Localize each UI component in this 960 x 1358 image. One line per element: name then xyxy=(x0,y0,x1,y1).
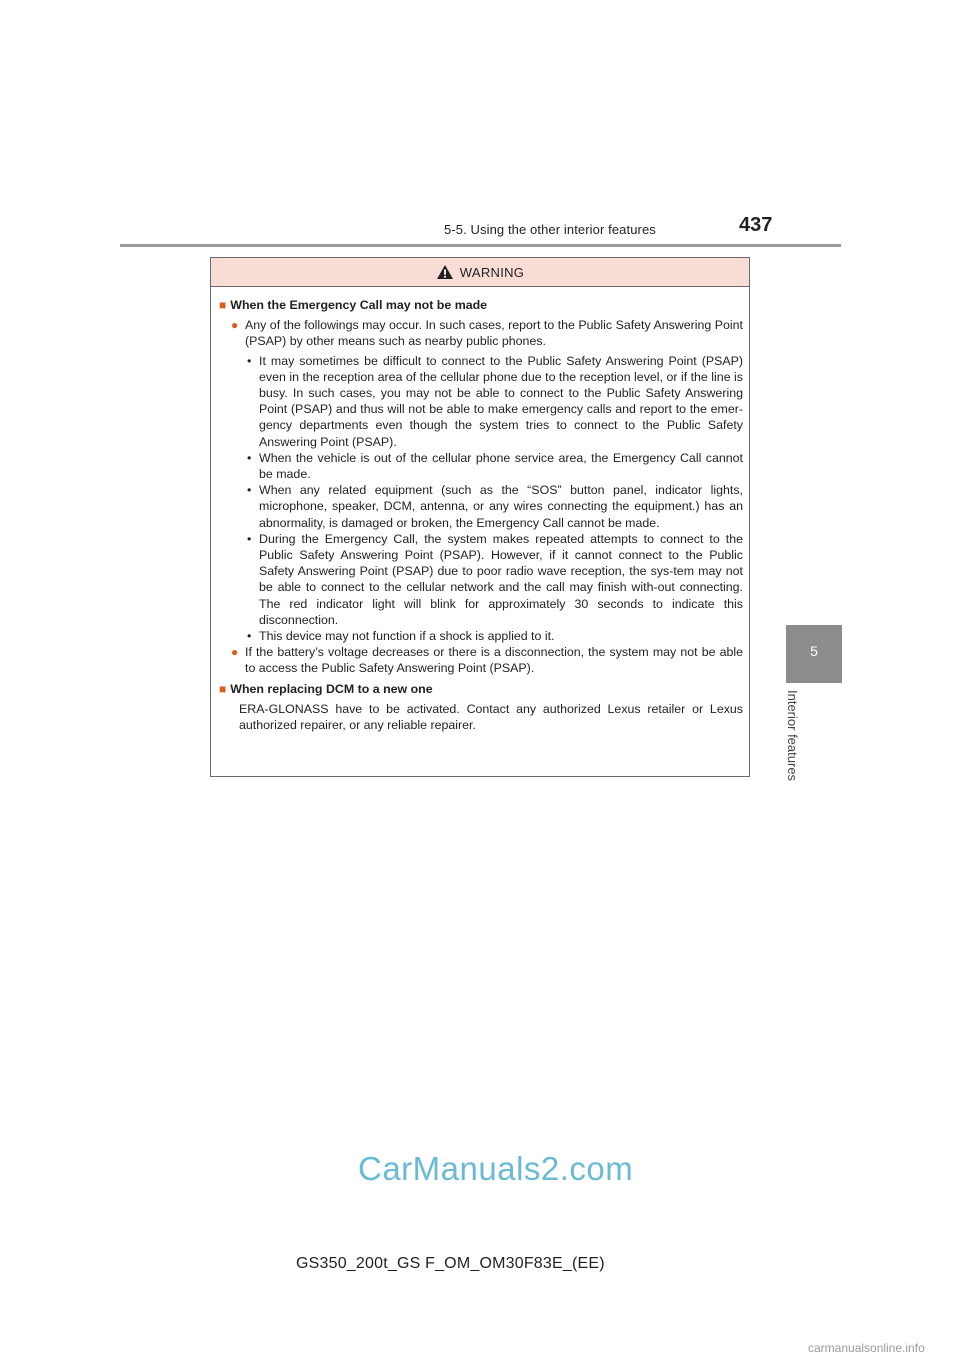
square-bullet-icon: ■ xyxy=(219,298,227,312)
bottom-watermark: carmanualsonline.info xyxy=(808,1341,925,1355)
section-title: When replacing DCM to a new one xyxy=(230,681,433,696)
chapter-tab-label: Interior features xyxy=(785,690,800,782)
circle-bullet-icon: ● xyxy=(231,645,239,660)
warning-triangle-icon xyxy=(436,264,454,280)
section-title: When the Emergency Call may not be made xyxy=(230,298,488,312)
section-heading xyxy=(219,681,743,697)
section-paragraph: ERA-GLONASS have to be activated. Contact any authorized Lexus retailer or Lexus authorized repairer, or any reliable repairer. xyxy=(239,701,743,733)
bullet-item: • When the vehicle is out of the cellular phone service area, the Emergency Call cannot be made. xyxy=(245,450,743,482)
section-header: 5-5. Using the other interior features xyxy=(444,222,656,237)
square-bullet-icon: ■ xyxy=(219,681,227,696)
warning-body xyxy=(211,287,749,733)
list-item xyxy=(231,317,743,349)
bullet-list xyxy=(245,353,743,645)
item-text: If the battery’s voltage decreases or there is a disconnection, the system may not be able to access the Public Safety Answering Point (PSAP). xyxy=(245,645,743,676)
header-divider xyxy=(120,244,841,247)
warning-header xyxy=(211,258,749,287)
bullet-item: • This device may not function if a shock is applied to it. xyxy=(245,628,743,644)
item-text: Any of the followings may occur. In such cases, report to the Public Safety Answering Point (PSAP) by other means such as nearby public phones. xyxy=(245,318,743,349)
chapter-tab-number: 5 xyxy=(810,643,818,659)
section-heading xyxy=(219,297,743,313)
bullet-item: • When any related equipment (such as the “SOS” button panel, indicator lights, microphone, speaker, DCM, antenna, or any wires connecting the equipment.) has an abnormality, is damaged or broken, the Emergency Call cannot be made. xyxy=(245,482,743,531)
footer-code: GS350_200t_GS F_OM_OM30F83E_(EE) xyxy=(296,1255,605,1272)
warning-box xyxy=(210,257,750,777)
circle-bullet-icon: ● xyxy=(231,318,239,333)
watermark-logo: CarManuals2.com xyxy=(358,1150,634,1187)
bullet-item: • During the Emergency Call, the system makes repeated attempts to connect to the Public Safety Answering Point (PSAP). However, if it cannot connect to the Public Safety Answering Point (PSAP) due to poor radio wave reception, the sys-tem may not be able to connect to the cellular network and the call may finish with-out connecting. The red indicator light will blink for approximately 30 seconds to indicate this disconnection. xyxy=(245,531,743,628)
list-item xyxy=(231,644,743,676)
warning-title: WARNING xyxy=(459,264,525,280)
page-number: 437 xyxy=(739,214,773,236)
bullet-item: • It may sometimes be difficult to connect to the Public Safety Answering Point (PSAP) even in the reception area of the cellular phone due to the reception level, or if the line is busy. In such cases, you may not be able to connect to the Public Safety Answering Point (PSAP) and thus will not be able to make emergency calls and report to the emer-gency departments even though the system tries to connect to the Public Safety Answering Point (PSAP). xyxy=(245,353,743,450)
